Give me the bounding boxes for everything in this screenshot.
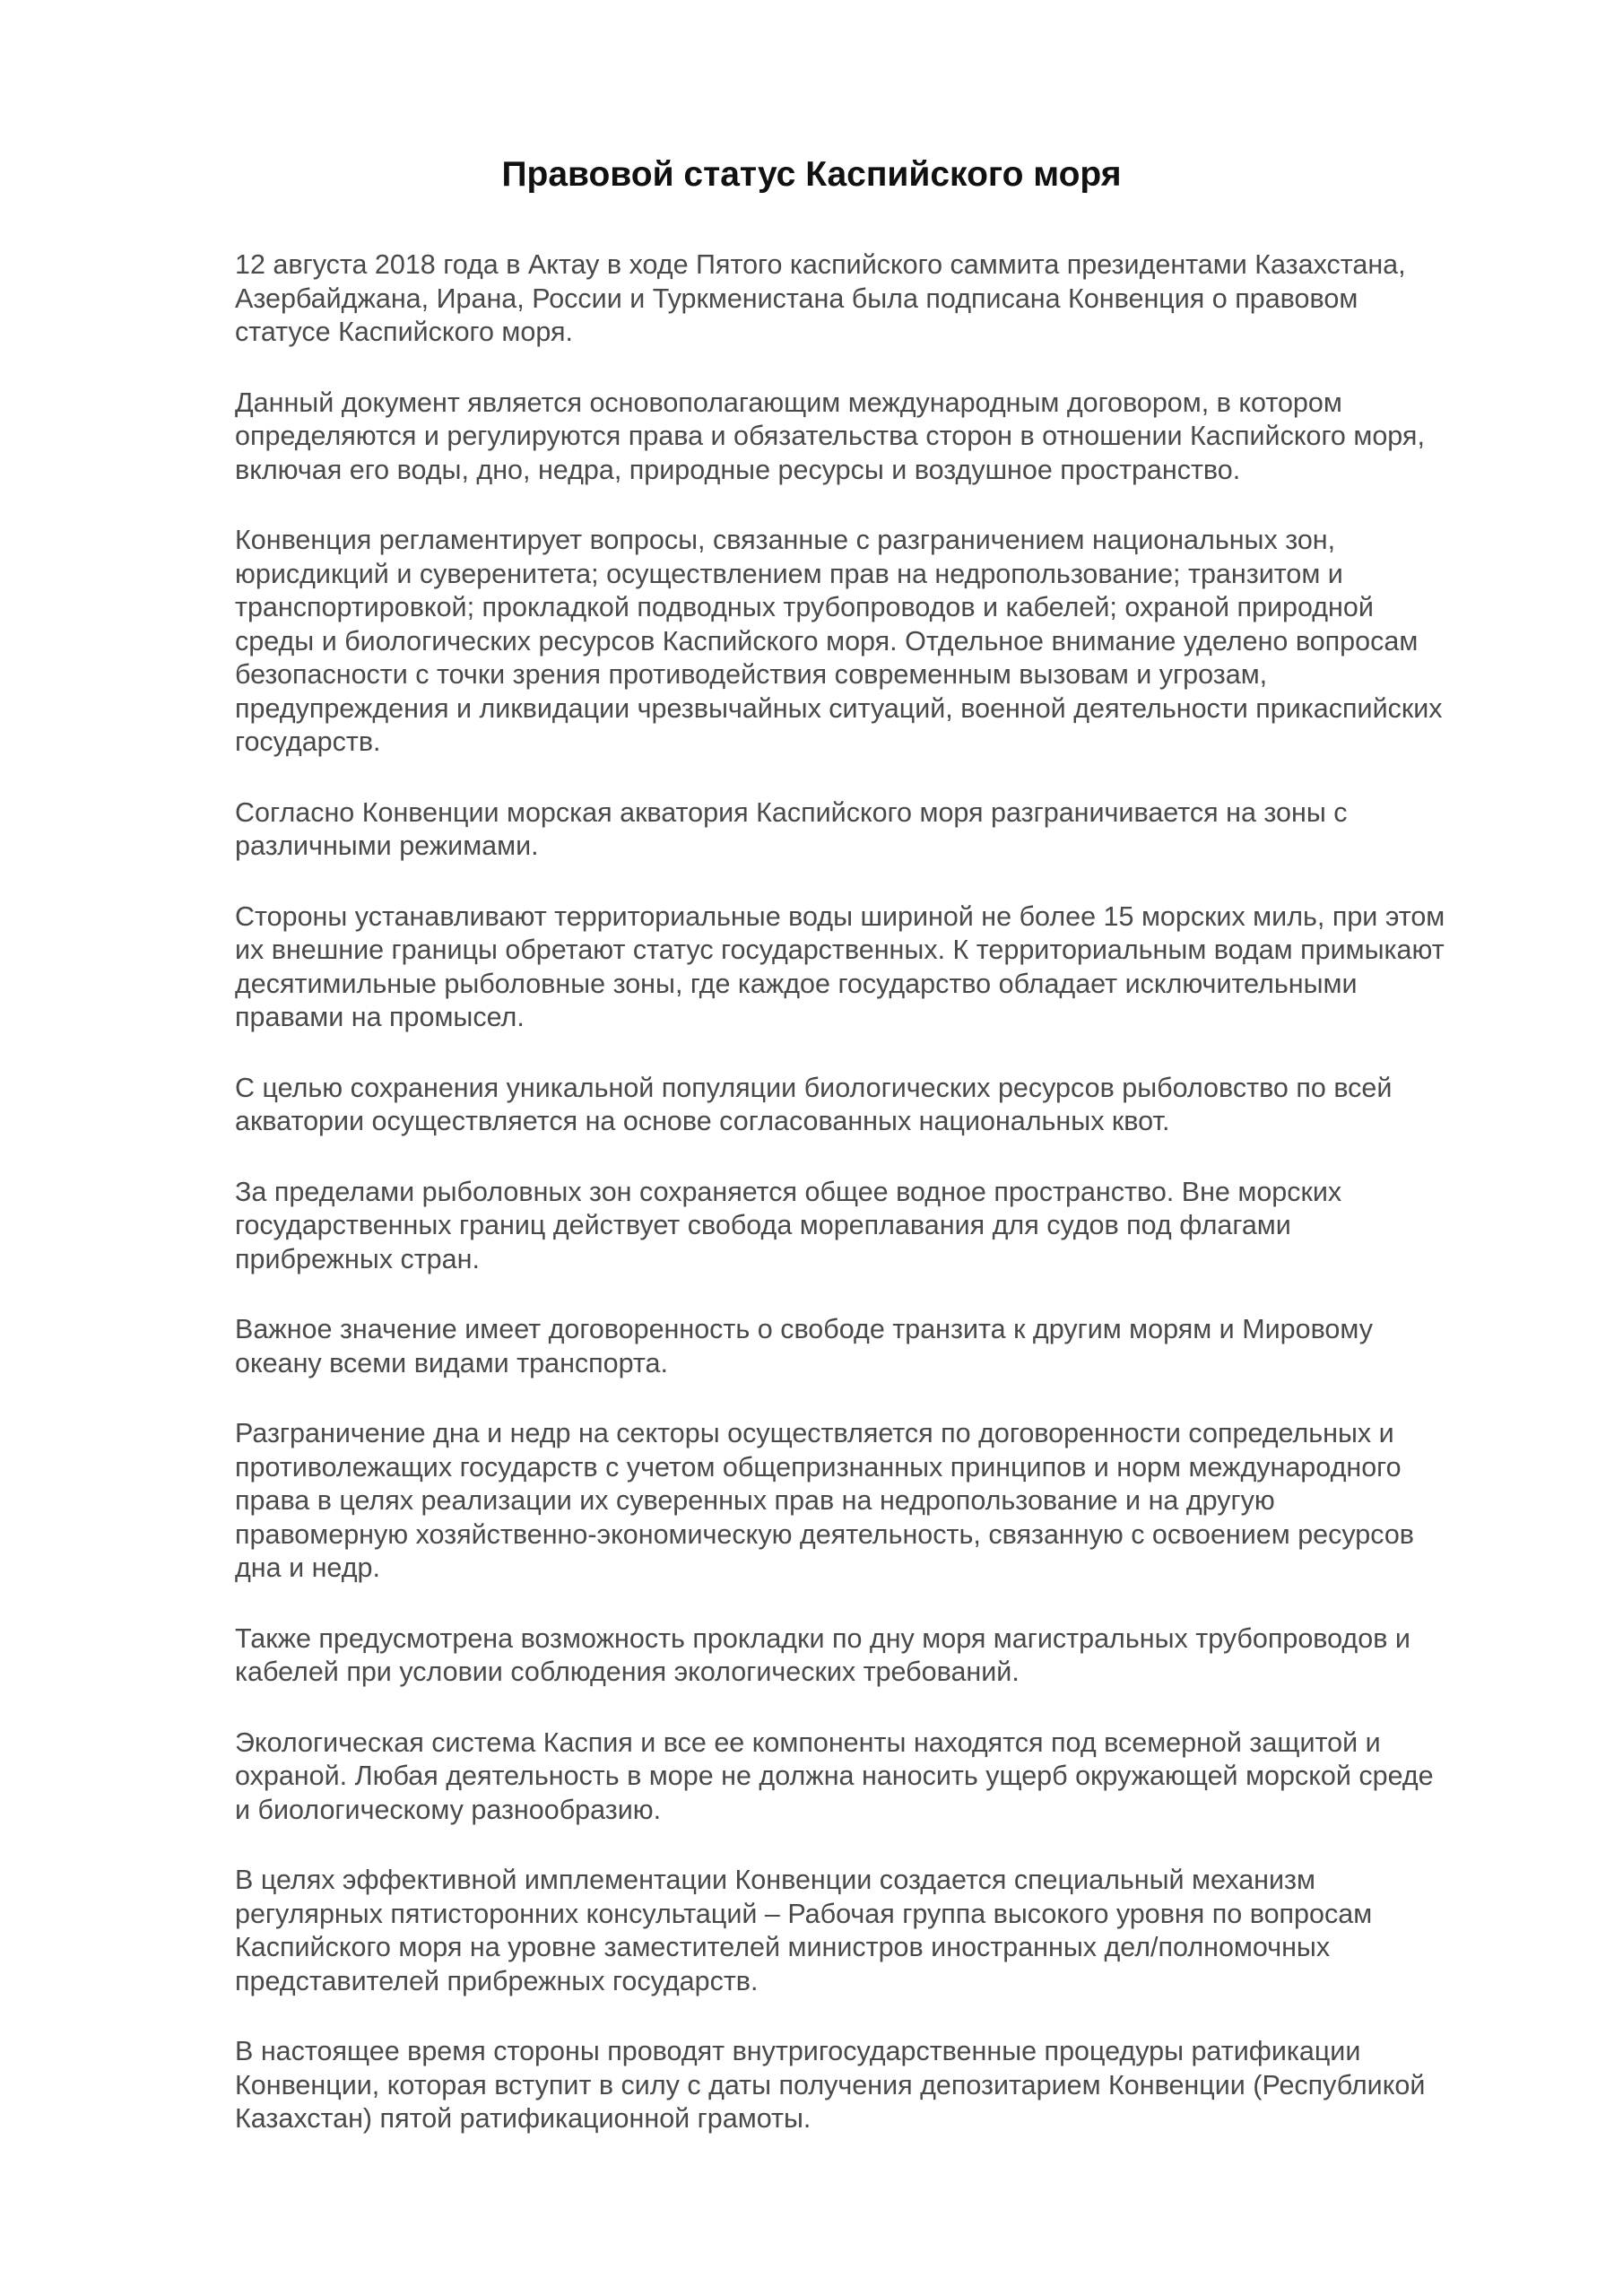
paragraph (235, 796, 1526, 864)
text-line: охраной. Любая деятельность в море не должна наносить ущерб окружающей морской среде (235, 1761, 1434, 1791)
text-line: права в целях реализации их суверенных прав на недропользование и на другую (235, 1485, 1275, 1516)
text-line: Азербайджана, Ирана, России и Туркменистана была подписана Конвенция о правовом (235, 283, 1358, 314)
page-title: Правовой статус Каспийского моря (501, 155, 1122, 194)
paragraph (235, 1176, 1526, 1277)
text-line: среды и биологических ресурсов Каспийского моря. Отдельное внимание уделено вопросам (235, 625, 1419, 657)
text-line: Каспийского моря на уровне заместителей министров иностранных дел/полномочных (235, 1932, 1331, 1962)
text-line: Также предусмотрена возможность прокладки по дну моря магистральных трубопроводов и (235, 1622, 1410, 1654)
text-line: Согласно Конвенции морская акватория Каспийского моря разграничивается на зоны с (235, 796, 1348, 828)
paragraph (235, 1072, 1526, 1139)
document-body (235, 248, 1526, 2173)
text-line: В целях эффективной имплементации Конвенции создается специальный механизм (235, 1865, 1316, 1895)
text-line: В настоящее время стороны проводят внутригосударственные процедуры ратификации (235, 2036, 1361, 2066)
text-line: предупреждения и ликвидации чрезвычайных ситуаций, военной деятельности прикаспийских (235, 692, 1443, 724)
paragraph (235, 1864, 1526, 1998)
text-line: кабелей при условии соблюдения экологических требований. (235, 1657, 1020, 1687)
text-line: представителей прибрежных государств. (235, 1965, 759, 1996)
text-line: противолежащих государств с учетом общепризнанных принципов и норм международного (235, 1451, 1402, 1483)
paragraph (235, 2035, 1526, 2136)
text-line: статусе Каспийского моря. (235, 317, 573, 347)
text-line: правомерную хозяйственно-экономическую деятельность, связанную с освоением ресурсов (235, 1518, 1414, 1550)
text-line: государственных границ действует свобода мореплавания для судов под флагами (235, 1210, 1291, 1240)
text-line: правами на промысел. (235, 1002, 525, 1032)
paragraph (235, 1726, 1526, 1828)
text-line: Данный документ является основополагающим международным договором, в котором (235, 387, 1342, 418)
text-line: Стороны устанавливают территориальные воды шириной не более 15 морских миль, при этом (235, 900, 1445, 932)
paragraph (235, 387, 1526, 488)
text-line: С целью сохранения уникальной популяции биологических ресурсов рыболовство по всей (235, 1072, 1393, 1103)
paragraph (235, 1417, 1526, 1586)
text-line: и биологическому разнообразию. (235, 1794, 662, 1825)
text-line: За пределами рыболовных зон сохраняется общее водное пространство. Вне морских (235, 1176, 1342, 1207)
text-line: различными режимами. (235, 831, 539, 861)
text-line: включая его воды, дно, недра, природные ресурсы и воздушное пространство. (235, 454, 1241, 485)
text-line: юрисдикций и суверенитета; осуществлением прав на недропользование; транзитом и (235, 558, 1343, 589)
text-line: определяются и регулируются права и обязательства сторон в отношении Каспийского моря, (235, 421, 1425, 451)
text-line: Разграничение дна и недр на секторы осуществляется по договоренности сопредельных и (235, 1418, 1394, 1448)
text-line: Конвенции, которая вступит в силу с даты получения депозитарием Конвенции (Республикой (235, 2069, 1426, 2100)
text-line: дна и недр. (235, 1552, 380, 1583)
paragraph (235, 1622, 1526, 1690)
paragraph (235, 524, 1526, 760)
text-line: 12 августа 2018 года в Актау в ходе Пятого каспийского саммита президентами Казахстана, (235, 249, 1406, 280)
paragraph (235, 900, 1526, 1035)
text-line: регулярных пятисторонних консультаций – Рабочая группа высокого уровня по вопросам (235, 1898, 1373, 1929)
text-line: Казахстан) пятой ратификационной грамоты. (235, 2103, 812, 2134)
text-line: государств. (235, 726, 381, 757)
text-line: океану всеми видами транспорта. (235, 1347, 668, 1378)
text-line: их внешние границы обретают статус государственных. К территориальным водам примыкают (235, 935, 1445, 965)
text-line: безопасности с точки зрения противодействия современным вызовам и угрозам, (235, 659, 1268, 690)
paragraph (235, 248, 1526, 350)
text-line: Экологическая система Каспия и все ее компоненты находятся под всемерной защитой и (235, 1726, 1381, 1758)
text-line: Конвенция регламентирует вопросы, связанные с разграничением национальных зон, (235, 525, 1336, 555)
text-line: транспортировкой; прокладкой подводных трубопроводов и кабелей; охраной природной (235, 592, 1374, 622)
paragraph (235, 1313, 1526, 1380)
text-line: Важное значение имеет договоренность о свободе транзита к другим морям и Мировому (235, 1314, 1373, 1344)
text-line: акватории осуществляется на основе согласованных национальных квот. (235, 1106, 1170, 1136)
text-line: прибрежных стран. (235, 1243, 480, 1274)
text-line: десятимильные рыболовные зоны, где каждое государство обладает исключительными (235, 968, 1358, 999)
